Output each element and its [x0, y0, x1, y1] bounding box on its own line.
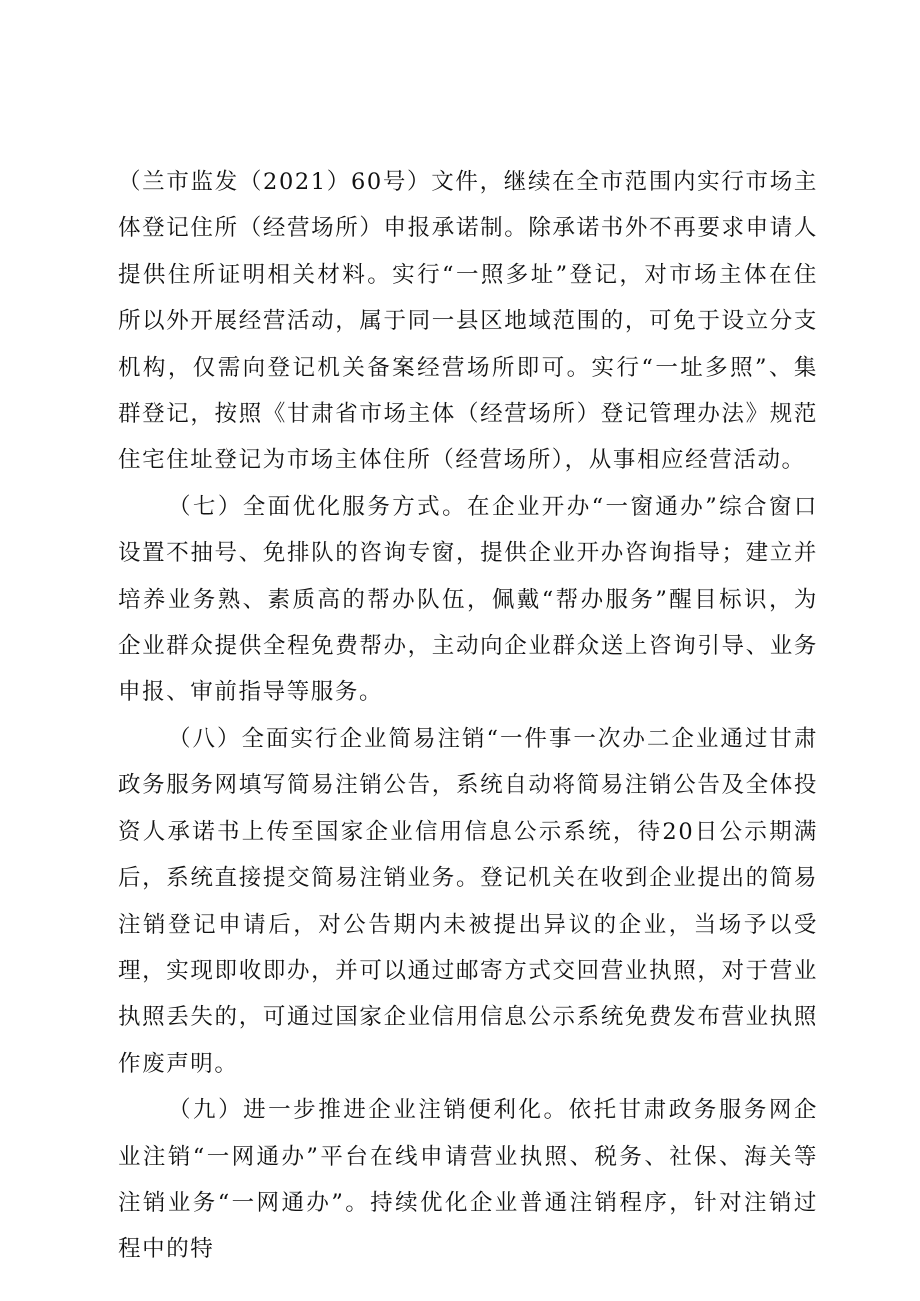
paragraph-item-9: （九）进一步推进企业注销便利化。依托甘肃政务服务网企业注销“一网通办”平台在线申请营业执照、税务、社保、海关等注销业务“一网通办”。持续优化企业普通注销程序，针对注销过程中的特: [118, 1097, 818, 1263]
document-body: [118, 159, 818, 1273]
paragraph-item-8: （八）全面实行企业简易注销“一件事一次办二企业通过甘肃政务服务网填写简易注销公告，系统自动将简易注销公告及全体投资人承诺书上传至国家企业信用信息公示系统，待20日公示期满后，系统直接提交简易注销业务。登记机关在收到企业提出的简易注销登记申请后，对公告期内未被提出异议的企业，当场予以受理，实现即收即办，并可以通过邮寄方式交回营业执照，对于营业执照丢失的，可通过国家企业信用信息公示系统免费发布营业执照作废声明。: [118, 725, 818, 1077]
paragraph-continuation: （兰市监发（2021）60号）文件，继续在全市范围内实行市场主体登记住所（经营场所）申报承诺制。除承诺书外不再要求申请人提供住所证明相关材料。实行“一照多址”登记，对市场主体在住所以外开展经营活动，属于同一县区地域范围的，可免于设立分支机构，仅需向登记机关备案经营场所即可。实行“一址多照”、集群登记，按照《甘肃省市场主体（经营场所）登记管理办法》规范住宅住址登记为市场主体住所（经营场所），从事相应经营活动。: [118, 169, 818, 474]
paragraph-item-7: （七）全面优化服务方式。在企业开办“一窗通办”综合窗口设置不抽号、免排队的咨询专窗，提供企业开办咨询指导；建立并培养业务熟、素质高的帮办队伍，佩戴“帮办服务”醒目标识，为企业群众提供全程免费帮办，主动向企业群众送上咨询引导、业务申报、审前指导等服务。: [118, 493, 818, 706]
